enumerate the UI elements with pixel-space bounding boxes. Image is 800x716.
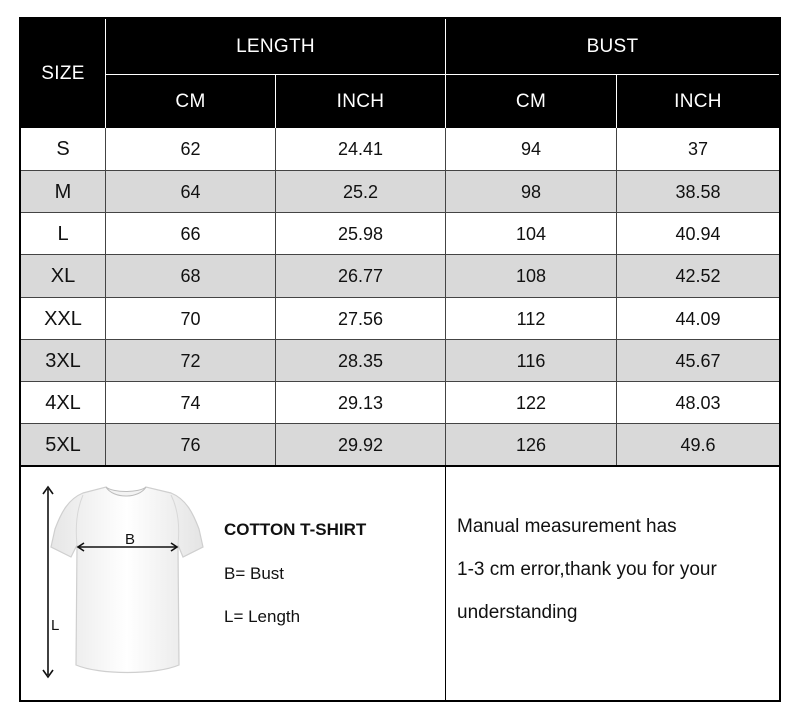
length-inch-cell: 24.41 bbox=[337, 138, 384, 159]
size-cell: 5XL bbox=[45, 433, 81, 456]
size-cell: 3XL bbox=[45, 349, 81, 372]
column-divider bbox=[445, 128, 446, 465]
bust-cm-cell: 112 bbox=[516, 308, 546, 329]
header-bust-inch: INCH bbox=[674, 90, 722, 112]
table-row bbox=[21, 128, 779, 170]
legend-length: L= Length bbox=[224, 607, 301, 626]
row-divider bbox=[21, 297, 779, 298]
bust-cm-cell: 116 bbox=[516, 350, 546, 371]
size-cell: 4XL bbox=[45, 391, 81, 414]
bust-inch-cell: 48.03 bbox=[675, 392, 721, 413]
length-inch-cell: 29.13 bbox=[337, 392, 384, 413]
row-divider bbox=[21, 212, 779, 213]
table-header bbox=[21, 19, 779, 128]
bust-inch-cell: 45.67 bbox=[675, 350, 721, 371]
note-line: Manual measurement has bbox=[457, 516, 677, 537]
column-divider bbox=[275, 128, 276, 465]
column-divider bbox=[105, 128, 106, 465]
header-bust: BUST bbox=[586, 35, 639, 57]
column-divider bbox=[616, 128, 617, 465]
row-divider bbox=[21, 381, 779, 382]
header-divider bbox=[616, 75, 617, 128]
table-row bbox=[21, 298, 779, 340]
length-cm-cell: 66 bbox=[180, 223, 201, 244]
header-length-inch: INCH bbox=[336, 90, 385, 112]
table-row bbox=[21, 171, 779, 213]
row-divider bbox=[21, 339, 779, 340]
header-divider bbox=[106, 74, 779, 75]
bust-cm-cell: 126 bbox=[515, 434, 547, 455]
size-cell: XL bbox=[50, 264, 76, 287]
row-divider bbox=[21, 423, 779, 424]
table-row bbox=[21, 340, 779, 382]
bust-inch-cell: 37 bbox=[687, 138, 709, 159]
size-cell: XXL bbox=[44, 307, 82, 330]
legend-bust: B= Bust bbox=[224, 564, 285, 583]
bust-inch-cell: 40.94 bbox=[675, 223, 721, 244]
bust-cm-cell: 98 bbox=[520, 181, 542, 202]
length-cm-cell: 70 bbox=[180, 308, 201, 329]
size-cell: S bbox=[56, 137, 70, 160]
bust-inch-cell: 44.09 bbox=[675, 308, 721, 329]
table-row bbox=[21, 424, 779, 466]
table-row bbox=[21, 255, 779, 297]
length-cm-cell: 74 bbox=[180, 392, 201, 413]
length-inch-cell: 25.2 bbox=[342, 181, 379, 202]
measurement-note bbox=[445, 465, 779, 700]
header-length: LENGTH bbox=[236, 35, 315, 57]
bust-inch-cell: 42.52 bbox=[675, 265, 721, 286]
header-size: SIZE bbox=[41, 62, 85, 84]
bust-cm-cell: 108 bbox=[515, 265, 547, 286]
size-cell: M bbox=[54, 180, 72, 203]
length-inch-cell: 25.98 bbox=[337, 223, 384, 244]
bust-cm-cell: 94 bbox=[520, 138, 542, 159]
length-marker: L bbox=[51, 617, 60, 634]
bust-inch-cell: 38.58 bbox=[675, 181, 721, 202]
size-chart bbox=[19, 17, 781, 702]
header-divider bbox=[275, 75, 276, 128]
length-cm-cell: 64 bbox=[180, 181, 201, 202]
bust-cm-cell: 104 bbox=[515, 223, 547, 244]
length-inch-cell: 29.92 bbox=[337, 434, 384, 455]
header-bust-cm: CM bbox=[515, 90, 547, 112]
tshirt-icon bbox=[21, 465, 221, 700]
row-divider bbox=[21, 254, 779, 255]
table-row bbox=[21, 213, 779, 255]
size-cell: L bbox=[57, 222, 69, 245]
length-inch-cell: 28.35 bbox=[337, 350, 384, 371]
length-inch-cell: 26.77 bbox=[337, 265, 384, 286]
note-line: understanding bbox=[457, 602, 578, 623]
product-title: COTTON T-SHIRT bbox=[224, 520, 367, 539]
bust-inch-cell: 49.6 bbox=[680, 434, 716, 455]
bust-cm-cell: 122 bbox=[515, 392, 547, 413]
length-cm-cell: 76 bbox=[180, 434, 201, 455]
row-divider bbox=[21, 170, 779, 171]
length-cm-cell: 72 bbox=[180, 350, 201, 371]
length-cm-cell: 62 bbox=[180, 138, 201, 159]
note-line: 1-3 cm error,thank you for your bbox=[457, 559, 717, 580]
measurement-diagram bbox=[21, 465, 445, 700]
length-cm-cell: 68 bbox=[180, 265, 201, 286]
table-row bbox=[21, 382, 779, 424]
header-length-cm: CM bbox=[175, 90, 206, 112]
bust-marker: B bbox=[125, 531, 136, 548]
length-inch-cell: 27.56 bbox=[337, 308, 384, 329]
